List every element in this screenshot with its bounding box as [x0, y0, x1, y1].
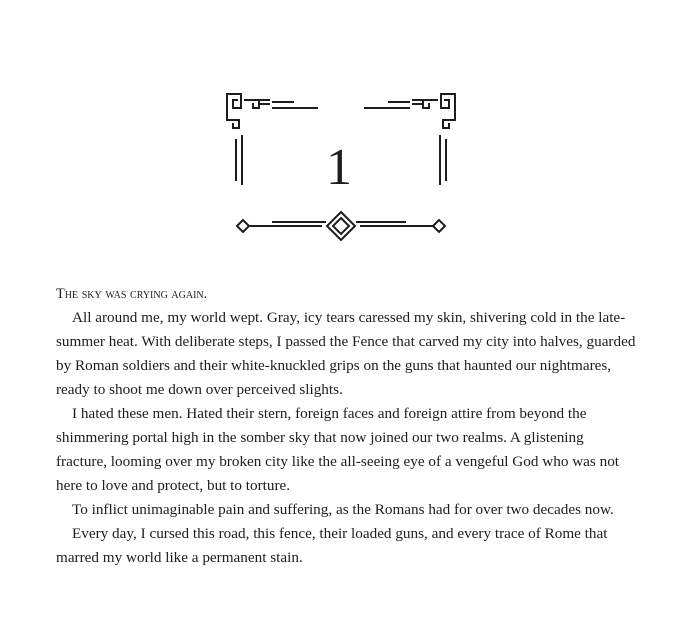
- chapter-body: [56, 282, 636, 570]
- opening-line: [56, 282, 636, 306]
- chapter-number: 1: [326, 139, 352, 196]
- paragraph: I hated these men. Hated their stern, foreign faces and foreign attire from beyond the shimmering portal high in the somber sky that now joined our two realms. A glistening fracture, looming over my broken city like the all-seeing eye of a vengeful God who was not here to love and protect, but to torture.: [56, 405, 620, 494]
- paragraph: Every day, I cursed this road, this fence, their loaded guns, and every trace of Rome that marred my world like a permanent stain.: [56, 525, 608, 566]
- opening-line-text: The sky was crying again.: [56, 286, 208, 302]
- paragraph: To inflict unimaginable pain and suffering, as the Romans had for over two decades now.: [72, 501, 614, 518]
- ornament-divider: [237, 212, 445, 240]
- paragraph: All around me, my world wept. Gray, icy tears caressed my skin, shivering cold in the late-summer heat. With deliberate steps, I passed the Fence that carved my city into halves, guarded by Roman soldiers and their white-knuckled grips on the guns that haunted our nightmares, ready to shoot me down over perceived slights.: [56, 309, 636, 398]
